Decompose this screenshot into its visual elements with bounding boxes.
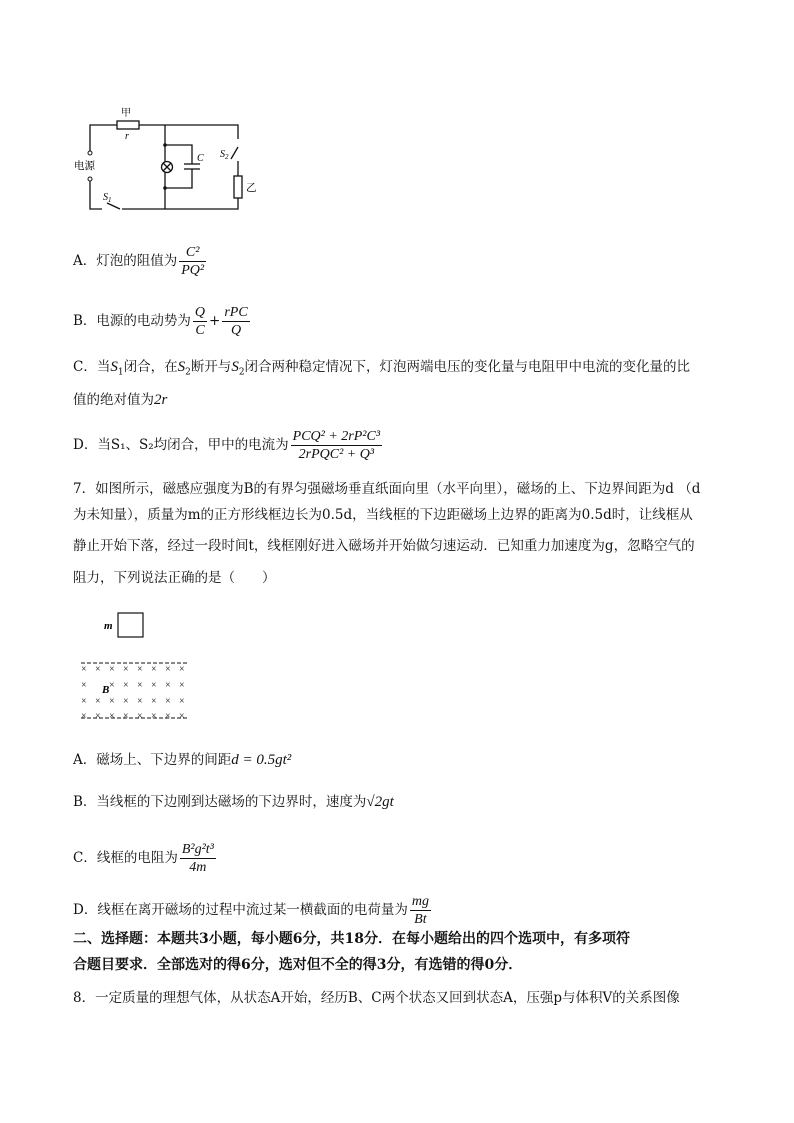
field-cross: ×	[179, 696, 185, 707]
field-cross: ×	[95, 711, 101, 722]
figure-label-m: m	[104, 620, 113, 632]
magnetic-field-figure	[76, 608, 201, 723]
section2-heading-line1: 二、选择题：本题共3小题，每小题6分，共18分．在每小题给出的四个选项中，有多项符	[73, 931, 630, 947]
q6-a-fraction: $\frac{\text{C²}}{\text{PQ²}}$	[181, 245, 205, 278]
circuit-label-yi: 乙	[246, 183, 257, 194]
q7-option-a: A．磁场上、下边界的间距d = 0.5gt²	[73, 752, 292, 768]
field-cross: ×	[179, 680, 185, 691]
field-cross: ×	[137, 711, 143, 722]
field-cross: ×	[81, 711, 87, 722]
q7-option-d: D．线框在离开磁场的过程中流过某一横截面的电荷量为 $\frac{mg}{Bt}$	[73, 894, 429, 927]
field-cross: ×	[165, 680, 171, 691]
q6-b-fraction-2: $\frac{\text{rPC}}{Q}$	[224, 305, 248, 338]
field-cross: ×	[179, 711, 185, 722]
field-cross: ×	[109, 664, 115, 675]
field-cross: ×	[123, 711, 129, 722]
section2-heading-line2: 合题目要求．全部选对的得6分，选对但不全的得3分，有选错的得0分．	[73, 957, 523, 973]
q7-c-fraction: $\frac{\text{B²g²t³}}{4m}$	[181, 842, 214, 875]
q6-b-fraction-1: $\frac{Q}{C}$	[194, 305, 206, 338]
field-cross: ×	[109, 696, 115, 707]
q6-option-a: A．灯泡的阻值为 $\frac{\text{C²}}{\text{PQ²}}$	[73, 245, 205, 278]
q7-stem-line3: 静止开始下落，经过一段时间t，线框刚好进入磁场并开始做匀速运动．已知重力加速度为g，忽略空气的	[73, 538, 695, 554]
q6-option-c-line1: C．当$S_1$闭合，在$S_2$断开与$S_2$闭合两种稳定情况下，灯泡两端电压的变化量与电阻甲中电流的变化量的比	[73, 359, 691, 378]
field-cross: ×	[81, 680, 87, 691]
field-cross: ×	[151, 680, 157, 691]
q7-stem-line4: 阻力，下列说法正确的是（ ）	[73, 570, 276, 586]
q7-d-fraction: $\frac{mg}{Bt}$	[411, 894, 429, 927]
q7-stem-line2: 为未知量），质量为m的正方形线框边长为0.5d，当线框的下边距磁场上边界的距离为0.5d时，让线框从	[73, 507, 693, 523]
q6-option-c-line2: 值的绝对值为2r	[73, 392, 168, 408]
field-cross: ×	[165, 711, 171, 722]
q7-option-c: C．线框的电阻为 $\frac{\text{B²g²t³}}{4m}$	[73, 842, 214, 875]
field-cross: ×	[81, 696, 87, 707]
field-cross: ×	[165, 664, 171, 675]
q6-option-b: B．电源的电动势为 $\frac{Q}{C}$ + $\frac{\text{rPC}}{Q}$	[73, 305, 248, 338]
field-cross: ×	[109, 711, 115, 722]
field-cross: ×	[165, 696, 171, 707]
field-cross: ×	[123, 696, 129, 707]
circuit-label-c: C	[197, 153, 204, 164]
field-cross: ×	[95, 664, 101, 675]
svg-text:S1	[103, 192, 112, 204]
circuit-label-r: r	[125, 131, 129, 142]
circuit-label-jia: 甲	[121, 108, 131, 119]
svg-text:S2	[220, 149, 229, 161]
q7-option-b: B．当线框的下边刚到达磁场的下边界时，速度为√2gt	[73, 794, 394, 810]
field-cross: ×	[123, 664, 129, 675]
q8-stem-line1: 8．一定质量的理想气体，从状态A开始，经历B、C两个状态又回到状态A，压强p与体积V的关系图像	[73, 990, 680, 1006]
q7-stem-line1: 7．如图所示，磁感应强度为B的有界匀强磁场垂直纸面向里（水平向里），磁场的上、下边界间距为d （d	[73, 481, 701, 497]
circuit-label-s2-sub: 2	[225, 153, 229, 161]
field-cross: ×	[95, 696, 101, 707]
circuit-label-s1-sub: 1	[108, 196, 112, 204]
field-cross: ×	[109, 680, 115, 691]
circuit-diagram	[72, 105, 262, 215]
field-cross: ×	[137, 680, 143, 691]
q6-d-fraction: $\frac{\text{PCQ² + 2rP²C³}}{\text{2rPQC² + Q³}}$	[292, 429, 381, 462]
field-cross: ×	[137, 696, 143, 707]
field-cross: ×	[151, 696, 157, 707]
square-wireframe	[118, 613, 143, 637]
field-cross: ×	[137, 664, 143, 675]
field-cross: ×	[151, 711, 157, 722]
circuit-label-s1: S	[103, 192, 108, 203]
circuit-label-s2: S	[220, 149, 225, 160]
figure-label-b: B	[102, 684, 110, 696]
circuit-label-power: 电源	[74, 161, 95, 172]
field-cross: ×	[179, 664, 185, 675]
field-cross: ×	[123, 680, 129, 691]
q6-option-d: D．当S₁、S₂均闭合，甲中的电流为 $\frac{\text{PCQ² + 2rP²C³}}{\text{2rPQC² + Q³}}$	[73, 429, 381, 462]
field-cross: ×	[151, 664, 157, 675]
field-crosses	[81, 664, 185, 722]
field-cross: ×	[81, 664, 87, 675]
